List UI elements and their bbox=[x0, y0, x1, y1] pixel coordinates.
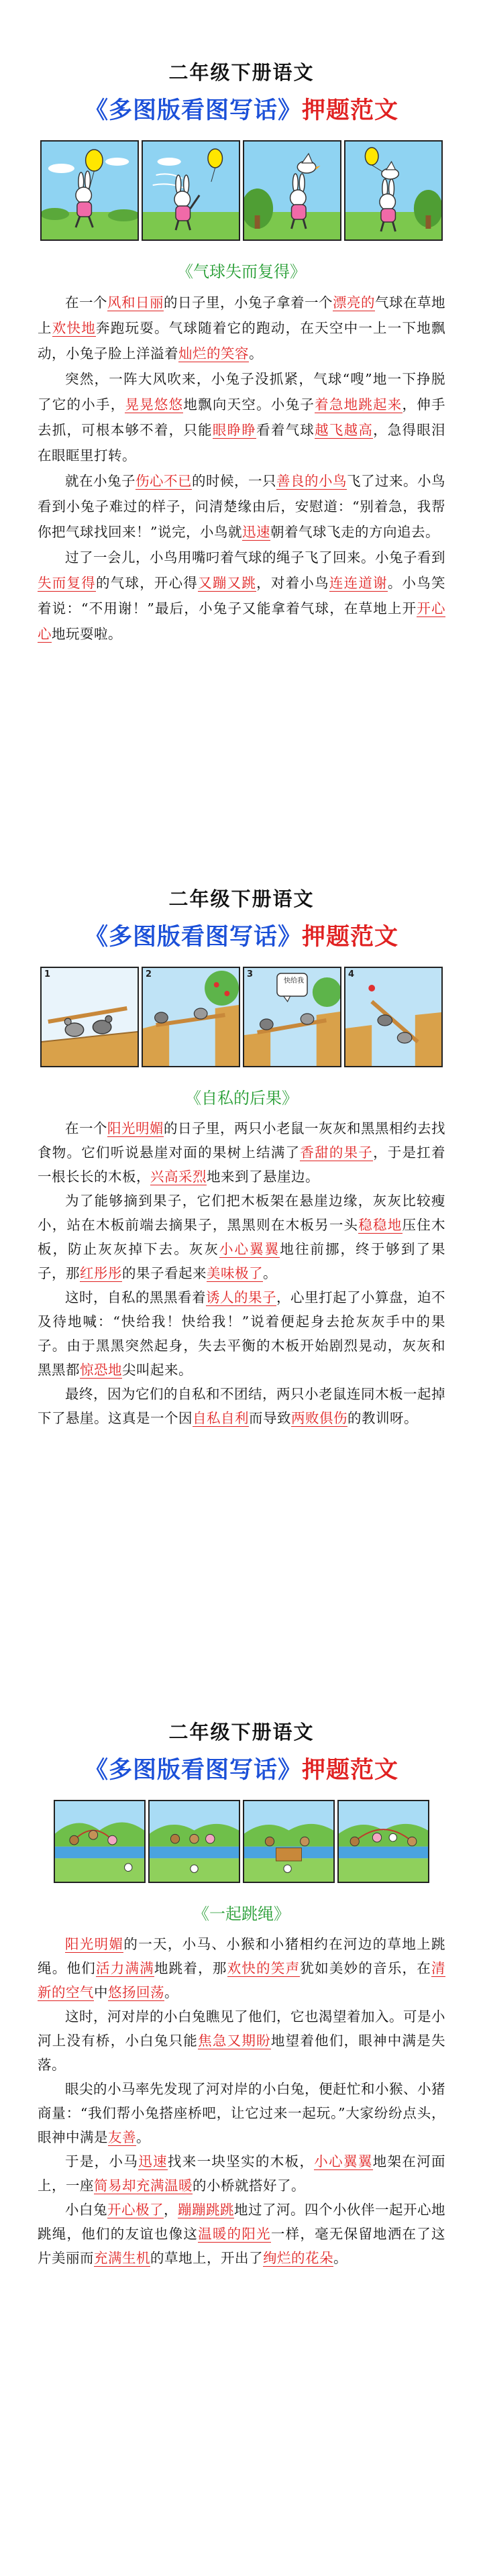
comic-panel-4 bbox=[344, 967, 443, 1067]
text-run: 。 bbox=[249, 345, 263, 362]
story-body bbox=[0, 1932, 483, 2270]
text-run: 。 bbox=[136, 2129, 150, 2145]
grade-heading: 二年级下册语文 bbox=[168, 888, 315, 910]
highlighted-phrase: 开心心 bbox=[38, 600, 445, 642]
highlighted-phrase: 惊恐地 bbox=[80, 1362, 122, 1378]
subtitle bbox=[0, 92, 483, 125]
comic-panel-2 bbox=[148, 1800, 240, 1883]
subtitle-series: 《多图版看图写话》 bbox=[84, 923, 302, 951]
text-run: 看着气球 bbox=[256, 422, 315, 438]
comic-strip bbox=[54, 1800, 429, 1883]
story-paragraph bbox=[38, 290, 445, 366]
highlighted-phrase: 阳光明媚 bbox=[107, 1120, 164, 1136]
highlighted-phrase: 稳稳地 bbox=[358, 1217, 402, 1233]
comic-panel-3 bbox=[243, 140, 341, 241]
panel-number: 1 bbox=[44, 969, 51, 979]
story-title: 《自私的后果》 bbox=[185, 1089, 298, 1108]
text-run: ，对着小鸟 bbox=[256, 575, 329, 591]
text-run: 地过了河。四个小伙伴一起开心地跳绳，他们的友谊也像这 bbox=[38, 2202, 445, 2242]
text-run: 最终，因为它们的自私和不团结，两只小老鼠连同木板一起掉下了悬崖。这真是一个因 bbox=[38, 1386, 445, 1426]
comic-panel-2 bbox=[142, 140, 240, 241]
subtitle-series: 《多图版看图写话》 bbox=[84, 1756, 302, 1784]
text-run: 一样，毫无保留地洒在了这片美丽而 bbox=[38, 2226, 446, 2266]
text-run: 。 bbox=[164, 1984, 178, 2000]
text-run: 这时，河对岸的小白兔瞧见了他们，它也渴望着加入。可是小河上没有桥，小白兔只能 bbox=[38, 2008, 445, 2049]
highlighted-phrase: 开心极了 bbox=[107, 2202, 164, 2218]
subtitle-tag: 押题范文 bbox=[302, 97, 399, 124]
text-run: 而导致 bbox=[249, 1410, 291, 1426]
text-run: 地望着他们，眼神中满是失落。 bbox=[38, 2033, 446, 2073]
story-paragraph bbox=[38, 468, 445, 545]
story-paragraph bbox=[38, 366, 445, 468]
story-paragraph bbox=[38, 2004, 445, 2077]
text-run: 地架在河面上，一座 bbox=[38, 2153, 446, 2194]
highlighted-phrase: 活力满满 bbox=[95, 1960, 154, 1976]
subtitle-tag: 押题范文 bbox=[302, 1756, 399, 1784]
text-run: 的时候，一只 bbox=[192, 473, 276, 489]
highlighted-phrase: 小心翼翼 bbox=[219, 1241, 280, 1257]
highlighted-phrase: 美味极了 bbox=[207, 1265, 263, 1281]
story-paragraph bbox=[38, 1382, 445, 1430]
highlighted-phrase: 诱人的果子 bbox=[206, 1289, 276, 1305]
highlighted-phrase: 又蹦又跳 bbox=[198, 575, 257, 591]
text-run: 找来一块坚实的木板， bbox=[167, 2153, 315, 2169]
text-run: 的气球，开心得 bbox=[95, 575, 199, 591]
text-run: 的一天，小马、小猴和小猪相约在河边的草地上跳绳。他们 bbox=[38, 1936, 446, 1976]
story-paragraph bbox=[38, 2198, 445, 2270]
text-run: ，心里打起了小算盘，迫不及待地喊：“快给我！快给我！”说着便起身去抢灰灰手中的果子。由于黑黑突然起身，失去平衡的木板开始剧烈晃动，灰灰和黑黑都 bbox=[38, 1289, 445, 1378]
story-paragraph bbox=[38, 1932, 445, 2004]
text-run: 地玩耍啦。 bbox=[52, 626, 122, 642]
story-body bbox=[0, 1116, 483, 1430]
highlighted-phrase: 红彤彤 bbox=[80, 1265, 122, 1281]
highlighted-phrase: 欢快的笑声 bbox=[227, 1960, 301, 1976]
highlighted-phrase: 充满生机 bbox=[94, 2250, 150, 2266]
highlighted-phrase: 兴高采烈 bbox=[150, 1169, 207, 1185]
text-run: 。 bbox=[333, 2250, 347, 2266]
panel-number: 3 bbox=[247, 969, 254, 979]
text-run: 就在小兔子 bbox=[65, 473, 136, 489]
comic-strip bbox=[40, 967, 443, 1067]
highlighted-phrase: 晃晃悠悠 bbox=[125, 396, 184, 413]
comic-panel-4 bbox=[344, 140, 443, 241]
story-title: 《一起跳绳》 bbox=[193, 1904, 290, 1923]
highlighted-phrase: 眼睁睁 bbox=[212, 422, 257, 438]
highlighted-phrase: 失而复得 bbox=[38, 575, 96, 591]
text-run: 为了能够摘到果子，它们把木板架在悬崖边缘，灰灰比较瘦小，站在木板前端去摘果子，黑黑则在木板另一头 bbox=[38, 1193, 445, 1233]
story-paragraph bbox=[38, 2149, 445, 2198]
comic-panel-1 bbox=[40, 140, 139, 241]
text-run: 犹如美妙的音乐，在 bbox=[300, 1960, 432, 1976]
comic-panel-3 bbox=[243, 1800, 335, 1883]
text-run: 的草地上，开出了 bbox=[150, 2250, 263, 2266]
text-run: 在一个 bbox=[65, 294, 107, 311]
text-run: 奔跑玩耍。气球随着它的跑动，在天空中一上一下地飘动，小兔子脸上洋溢着 bbox=[38, 320, 446, 362]
story-paragraph bbox=[38, 1189, 445, 1285]
text-run: 地往前挪，终于够到了果子，那 bbox=[38, 1241, 446, 1281]
comic-panel-1 bbox=[54, 1800, 146, 1883]
text-run: 在一个 bbox=[65, 1120, 107, 1136]
text-run: 地跳着，那 bbox=[154, 1960, 227, 1976]
subtitle bbox=[0, 918, 483, 952]
highlighted-phrase: 风和日丽 bbox=[107, 294, 164, 311]
text-run: 的教训呀。 bbox=[347, 1410, 418, 1426]
text-run: 的小桥就搭好了。 bbox=[193, 2178, 305, 2194]
text-run: 。小鸟笑着说：“不用谢！”最后，小兔子又能拿着气球，在草地上开 bbox=[38, 575, 446, 616]
comic-panel-1 bbox=[40, 967, 139, 1067]
highlighted-phrase: 自私自利 bbox=[193, 1410, 249, 1426]
subtitle-series: 《多图版看图写话》 bbox=[84, 97, 302, 124]
highlighted-phrase: 悠扬回荡 bbox=[108, 1984, 164, 2000]
text-run: 地来到了悬崖边。 bbox=[207, 1169, 319, 1185]
story-paragraph bbox=[38, 1116, 445, 1189]
text-run: 的果子看起来 bbox=[122, 1265, 207, 1281]
story-body bbox=[0, 290, 483, 647]
grade-heading: 二年级下册语文 bbox=[168, 1721, 315, 1743]
text-run: 朝着气球飞走的方向追去。 bbox=[270, 524, 439, 540]
highlighted-phrase: 香甜的果子 bbox=[300, 1144, 374, 1161]
highlighted-phrase: 清新的空气 bbox=[38, 1960, 446, 2000]
highlighted-phrase: 温暖的阳光 bbox=[198, 2226, 271, 2242]
comic-panel-2 bbox=[142, 967, 240, 1067]
text-run: ，于是扛着一根长长的木板， bbox=[38, 1144, 446, 1185]
text-run: ，急得眼泪在眼眶里打转。 bbox=[38, 422, 446, 464]
highlighted-phrase: 简易却充满温暖 bbox=[94, 2178, 193, 2194]
text-run: 气球在草地上 bbox=[38, 294, 445, 336]
essay-section-2 bbox=[0, 884, 483, 1430]
highlighted-phrase: 焦急又期盼 bbox=[198, 2033, 271, 2049]
subtitle bbox=[0, 1752, 483, 1785]
highlighted-phrase: 欢快地 bbox=[52, 320, 96, 336]
highlighted-phrase: 小心翼翼 bbox=[314, 2153, 373, 2169]
text-run: 中 bbox=[94, 1984, 108, 2000]
text-run: 的日子里，两只小老鼠一灰灰和黑黑相约去找食物。它们听说悬崖对面的果树上结满了 bbox=[38, 1120, 445, 1161]
text-run: ，伸手去抓，可根本够不着，只能 bbox=[38, 396, 446, 438]
comic-panel-3 bbox=[243, 967, 341, 1067]
panel-number: 4 bbox=[348, 969, 355, 979]
text-run: 压住木板，防止灰灰掉下去。灰灰 bbox=[38, 1217, 446, 1257]
story-title: 《气球失而复得》 bbox=[177, 262, 306, 281]
text-run: 。 bbox=[263, 1265, 277, 1281]
highlighted-phrase: 绚烂的花朵 bbox=[263, 2250, 333, 2266]
highlighted-phrase: 善良的小鸟 bbox=[276, 473, 347, 489]
text-run: 眼尖的小马率先发现了河对岸的小白兔，便赶忙和小猴、小猪商量：“我们帮小兔搭座桥吧，让它过来一起玩。”大家纷纷点头，眼神中满是 bbox=[38, 2081, 445, 2145]
comic-strip bbox=[40, 140, 443, 241]
text-run: 地飘向天空。小兔子 bbox=[183, 396, 315, 413]
highlighted-phrase: 两败俱伤 bbox=[291, 1410, 347, 1426]
highlighted-phrase: 漂亮的 bbox=[333, 294, 375, 311]
highlighted-phrase: 连连道谢 bbox=[329, 575, 388, 591]
highlighted-phrase: 迅速 bbox=[241, 524, 270, 540]
story-paragraph bbox=[38, 1285, 445, 1382]
highlighted-phrase: 迅速 bbox=[138, 2153, 168, 2169]
highlighted-phrase: 阳光明媚 bbox=[65, 1936, 124, 1952]
panel-number: 2 bbox=[146, 969, 152, 979]
text-run: 飞了过来。小鸟看到小兔子难过的样子，问清楚缘由后，安慰道：“别着急，我帮你把气球找回来！”说完，小鸟就 bbox=[38, 473, 445, 540]
speech-bubble-text: 快给我 bbox=[284, 977, 304, 985]
story-paragraph bbox=[38, 2077, 445, 2149]
text-run: 于是，小马 bbox=[65, 2153, 139, 2169]
text-run: ， bbox=[164, 2202, 178, 2218]
comic-panel-4 bbox=[337, 1800, 429, 1883]
text-run: 突然，一阵大风吹来，小兔子没抓紧，气球“嗖”地一下挣脱了它的小手， bbox=[38, 371, 445, 413]
text-run: 尖叫起来。 bbox=[122, 1362, 193, 1378]
essay-section-3 bbox=[0, 1717, 483, 2270]
text-run: 过了一会儿，小鸟用嘴叼着气球的绳子飞了回来。小兔子看到 bbox=[65, 549, 445, 566]
text-run: 的日子里，小兔子拿着一个 bbox=[164, 294, 333, 311]
highlighted-phrase: 伤心不已 bbox=[136, 473, 192, 489]
essay-section-1 bbox=[0, 58, 483, 647]
text-run: 这时，自私的黑黑看着 bbox=[65, 1289, 206, 1305]
story-paragraph bbox=[38, 545, 445, 647]
highlighted-phrase: 友善 bbox=[108, 2129, 136, 2145]
grade-heading: 二年级下册语文 bbox=[168, 61, 315, 84]
subtitle-tag: 押题范文 bbox=[302, 923, 399, 951]
highlighted-phrase: 越飞越高 bbox=[315, 422, 374, 438]
highlighted-phrase: 灿烂的笑容 bbox=[178, 345, 249, 362]
text-run: 小白兔 bbox=[65, 2202, 107, 2218]
highlighted-phrase: 蹦蹦跳跳 bbox=[178, 2202, 234, 2218]
highlighted-phrase: 着急地跳起来 bbox=[315, 396, 402, 413]
